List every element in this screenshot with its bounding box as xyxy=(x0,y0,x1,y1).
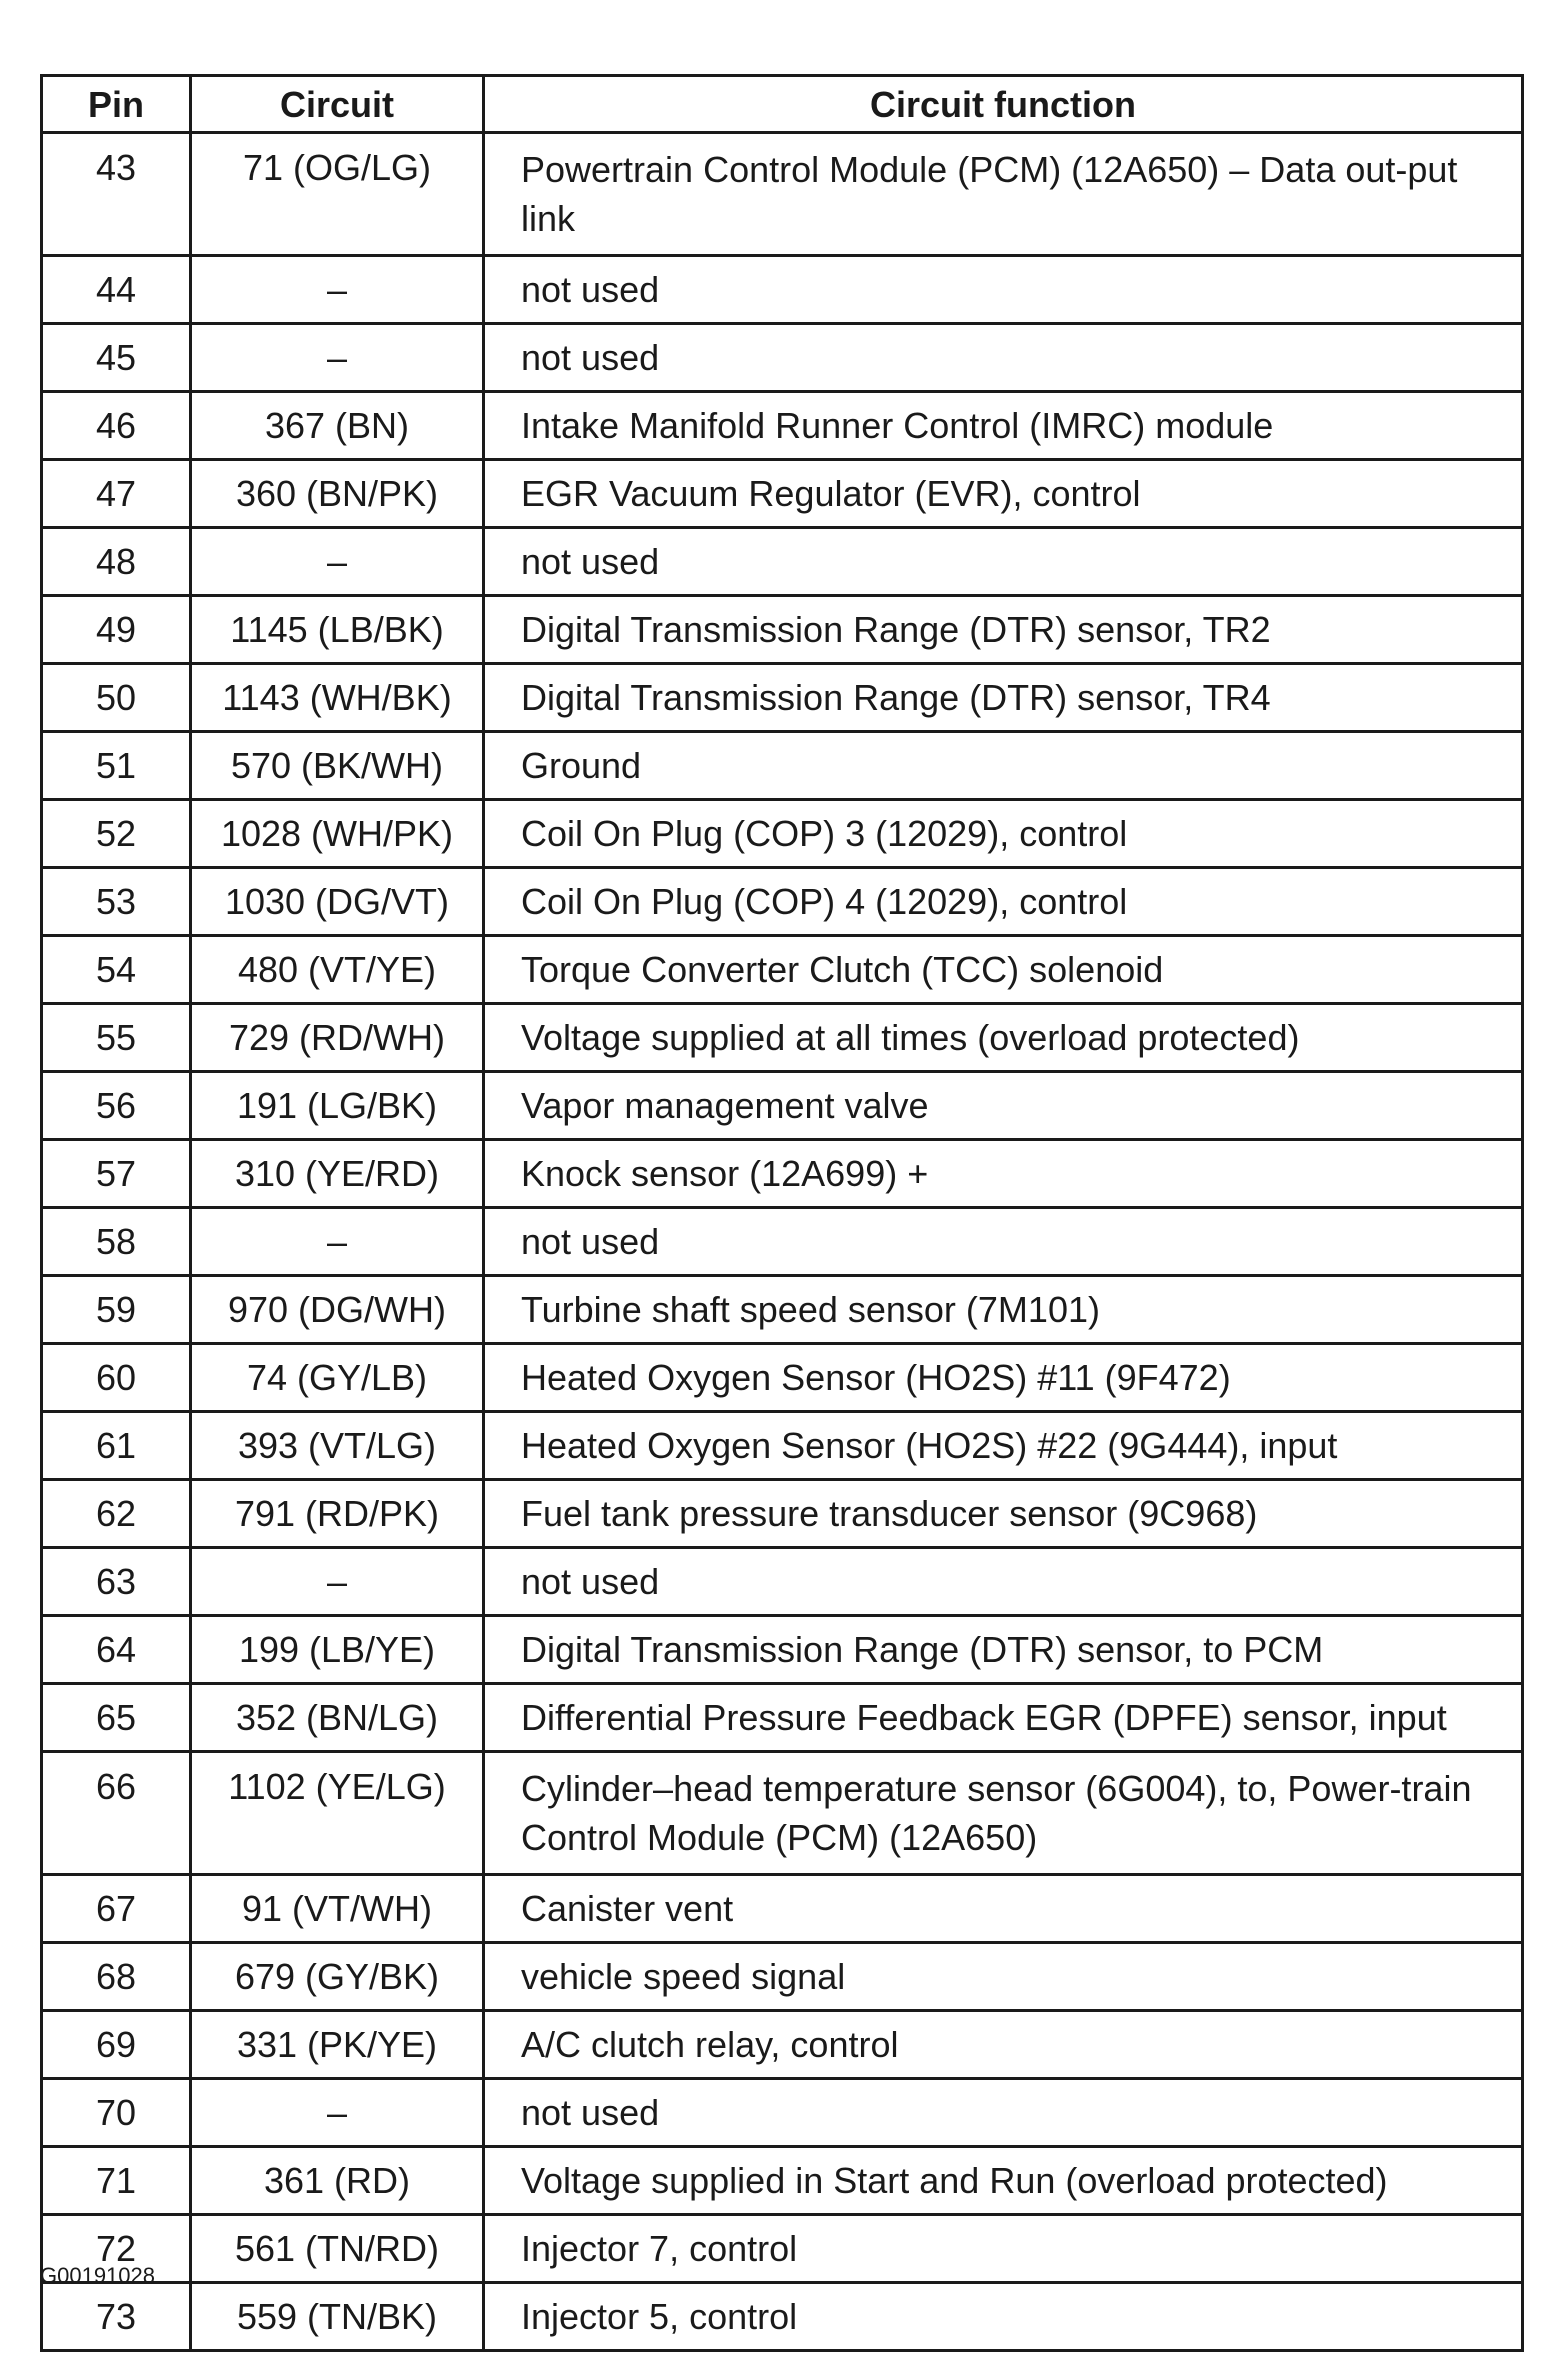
table-row xyxy=(42,392,1523,460)
table-row xyxy=(42,1276,1523,1344)
circuit-cell: 331 (PK/YE) xyxy=(191,2011,484,2079)
table-row xyxy=(42,1344,1523,1412)
header-circuit-function: Circuit function xyxy=(484,76,1523,133)
table-row xyxy=(42,800,1523,868)
table-row xyxy=(42,664,1523,732)
circuit-cell: 74 (GY/LB) xyxy=(191,1344,484,1412)
function-cell: Intake Manifold Runner Control (IMRC) module xyxy=(484,392,1523,460)
circuit-cell: – xyxy=(191,528,484,596)
function-cell: not used xyxy=(484,528,1523,596)
circuit-cell: 393 (VT/LG) xyxy=(191,1412,484,1480)
circuit-cell: – xyxy=(191,256,484,324)
circuit-cell: 367 (BN) xyxy=(191,392,484,460)
function-cell: Digital Transmission Range (DTR) sensor, to PCM xyxy=(484,1616,1523,1684)
circuit-cell: 559 (TN/BK) xyxy=(191,2283,484,2351)
function-cell: Fuel tank pressure transducer sensor (9C968) xyxy=(484,1480,1523,1548)
function-cell: not used xyxy=(484,2079,1523,2147)
function-cell: Torque Converter Clutch (TCC) solenoid xyxy=(484,936,1523,1004)
pin-cell: 71 xyxy=(42,2147,191,2215)
circuit-cell: 352 (BN/LG) xyxy=(191,1684,484,1752)
circuit-cell: 360 (BN/PK) xyxy=(191,460,484,528)
pin-cell: 50 xyxy=(42,664,191,732)
table-row xyxy=(42,936,1523,1004)
circuit-cell: 361 (RD) xyxy=(191,2147,484,2215)
circuit-cell: – xyxy=(191,2079,484,2147)
pin-cell: 68 xyxy=(42,1943,191,2011)
pin-cell: 70 xyxy=(42,2079,191,2147)
table-body xyxy=(42,133,1523,2351)
function-cell: Voltage supplied in Start and Run (overload protected) xyxy=(484,2147,1523,2215)
circuit-cell: – xyxy=(191,324,484,392)
circuit-cell: 191 (LG/BK) xyxy=(191,1072,484,1140)
pin-cell: 59 xyxy=(42,1276,191,1344)
table-row xyxy=(42,528,1523,596)
function-cell: Coil On Plug (COP) 4 (12029), control xyxy=(484,868,1523,936)
table-header xyxy=(42,76,1523,133)
pin-cell: 53 xyxy=(42,868,191,936)
table-row xyxy=(42,1480,1523,1548)
pin-cell: 60 xyxy=(42,1344,191,1412)
pin-cell: 72 xyxy=(42,2215,191,2283)
function-cell: Heated Oxygen Sensor (HO2S) #22 (9G444), input xyxy=(484,1412,1523,1480)
function-cell: Heated Oxygen Sensor (HO2S) #11 (9F472) xyxy=(484,1344,1523,1412)
pin-cell: 46 xyxy=(42,392,191,460)
header-row xyxy=(42,76,1523,133)
function-cell: Injector 5, control xyxy=(484,2283,1523,2351)
pin-cell: 61 xyxy=(42,1412,191,1480)
function-cell: Voltage supplied at all times (overload protected) xyxy=(484,1004,1523,1072)
circuit-cell: 71 (OG/LG) xyxy=(191,133,484,256)
table-row xyxy=(42,2283,1523,2351)
figure-id: G00191028 xyxy=(40,2263,155,2288)
function-cell: Turbine shaft speed sensor (7M101) xyxy=(484,1276,1523,1344)
circuit-cell: 1030 (DG/VT) xyxy=(191,868,484,936)
header-circuit: Circuit xyxy=(191,76,484,133)
table-row xyxy=(42,1004,1523,1072)
function-cell: A/C clutch relay, control xyxy=(484,2011,1523,2079)
pin-cell: 64 xyxy=(42,1616,191,1684)
pin-cell: 62 xyxy=(42,1480,191,1548)
table-row xyxy=(42,2079,1523,2147)
function-cell: Coil On Plug (COP) 3 (12029), control xyxy=(484,800,1523,868)
table-row xyxy=(42,1616,1523,1684)
function-cell: Digital Transmission Range (DTR) sensor, TR4 xyxy=(484,664,1523,732)
circuit-cell: 480 (VT/YE) xyxy=(191,936,484,1004)
circuit-cell: 91 (VT/WH) xyxy=(191,1875,484,1943)
table-row xyxy=(42,1140,1523,1208)
circuit-cell: 1143 (WH/BK) xyxy=(191,664,484,732)
function-cell: vehicle speed signal xyxy=(484,1943,1523,2011)
function-cell: Differential Pressure Feedback EGR (DPFE) sensor, input xyxy=(484,1684,1523,1752)
function-cell: not used xyxy=(484,1548,1523,1616)
table-row xyxy=(42,133,1523,256)
pin-cell: 51 xyxy=(42,732,191,800)
table-row xyxy=(42,596,1523,664)
table-row xyxy=(42,1208,1523,1276)
circuit-cell: 791 (RD/PK) xyxy=(191,1480,484,1548)
circuit-cell: 729 (RD/WH) xyxy=(191,1004,484,1072)
circuit-cell: 679 (GY/BK) xyxy=(191,1943,484,2011)
pin-cell: 43 xyxy=(42,133,191,256)
circuit-cell: – xyxy=(191,1208,484,1276)
table-row xyxy=(42,732,1523,800)
table-row xyxy=(42,1412,1523,1480)
pin-cell: 55 xyxy=(42,1004,191,1072)
circuit-cell: 310 (YE/RD) xyxy=(191,1140,484,1208)
pin-cell: 45 xyxy=(42,324,191,392)
table-row xyxy=(42,1752,1523,1875)
pin-cell: 54 xyxy=(42,936,191,1004)
table-row xyxy=(42,1875,1523,1943)
function-cell: Knock sensor (12A699) + xyxy=(484,1140,1523,1208)
circuit-cell: 561 (TN/RD) xyxy=(191,2215,484,2283)
circuit-cell: 1145 (LB/BK) xyxy=(191,596,484,664)
function-cell: EGR Vacuum Regulator (EVR), control xyxy=(484,460,1523,528)
pin-cell: 44 xyxy=(42,256,191,324)
table-row xyxy=(42,324,1523,392)
pin-cell: 47 xyxy=(42,460,191,528)
circuit-cell: 970 (DG/WH) xyxy=(191,1276,484,1344)
header-pin: Pin xyxy=(42,76,191,133)
function-cell: not used xyxy=(484,324,1523,392)
table-row xyxy=(42,1943,1523,2011)
pin-cell: 49 xyxy=(42,596,191,664)
function-cell: Canister vent xyxy=(484,1875,1523,1943)
pin-cell: 67 xyxy=(42,1875,191,1943)
table-row xyxy=(42,256,1523,324)
pin-cell: 48 xyxy=(42,528,191,596)
table-row xyxy=(42,2215,1523,2283)
pin-cell: 58 xyxy=(42,1208,191,1276)
table-row xyxy=(42,2147,1523,2215)
function-cell: not used xyxy=(484,1208,1523,1276)
pin-cell: 65 xyxy=(42,1684,191,1752)
table-row xyxy=(42,1684,1523,1752)
function-cell: Vapor management valve xyxy=(484,1072,1523,1140)
pin-cell: 73 xyxy=(42,2283,191,2351)
pin-circuit-table xyxy=(40,74,1524,2352)
function-cell: Injector 7, control xyxy=(484,2215,1523,2283)
pin-cell: 56 xyxy=(42,1072,191,1140)
function-cell: Ground xyxy=(484,732,1523,800)
pin-cell: 63 xyxy=(42,1548,191,1616)
function-cell: Digital Transmission Range (DTR) sensor, TR2 xyxy=(484,596,1523,664)
circuit-cell: 1028 (WH/PK) xyxy=(191,800,484,868)
circuit-cell: – xyxy=(191,1548,484,1616)
table-row xyxy=(42,1548,1523,1616)
pin-cell: 69 xyxy=(42,2011,191,2079)
circuit-cell: 1102 (YE/LG) xyxy=(191,1752,484,1875)
function-cell: Cylinder–head temperature sensor (6G004), to, Power-train Control Module (PCM) (12A650) xyxy=(484,1752,1523,1875)
circuit-cell: 199 (LB/YE) xyxy=(191,1616,484,1684)
table-row xyxy=(42,2011,1523,2079)
function-cell: Powertrain Control Module (PCM) (12A650) – Data out-put link xyxy=(484,133,1523,256)
pin-cell: 57 xyxy=(42,1140,191,1208)
pin-cell: 66 xyxy=(42,1752,191,1875)
function-cell: not used xyxy=(484,256,1523,324)
table-row xyxy=(42,1072,1523,1140)
table-row xyxy=(42,868,1523,936)
pin-cell: 52 xyxy=(42,800,191,868)
circuit-cell: 570 (BK/WH) xyxy=(191,732,484,800)
table-row xyxy=(42,460,1523,528)
